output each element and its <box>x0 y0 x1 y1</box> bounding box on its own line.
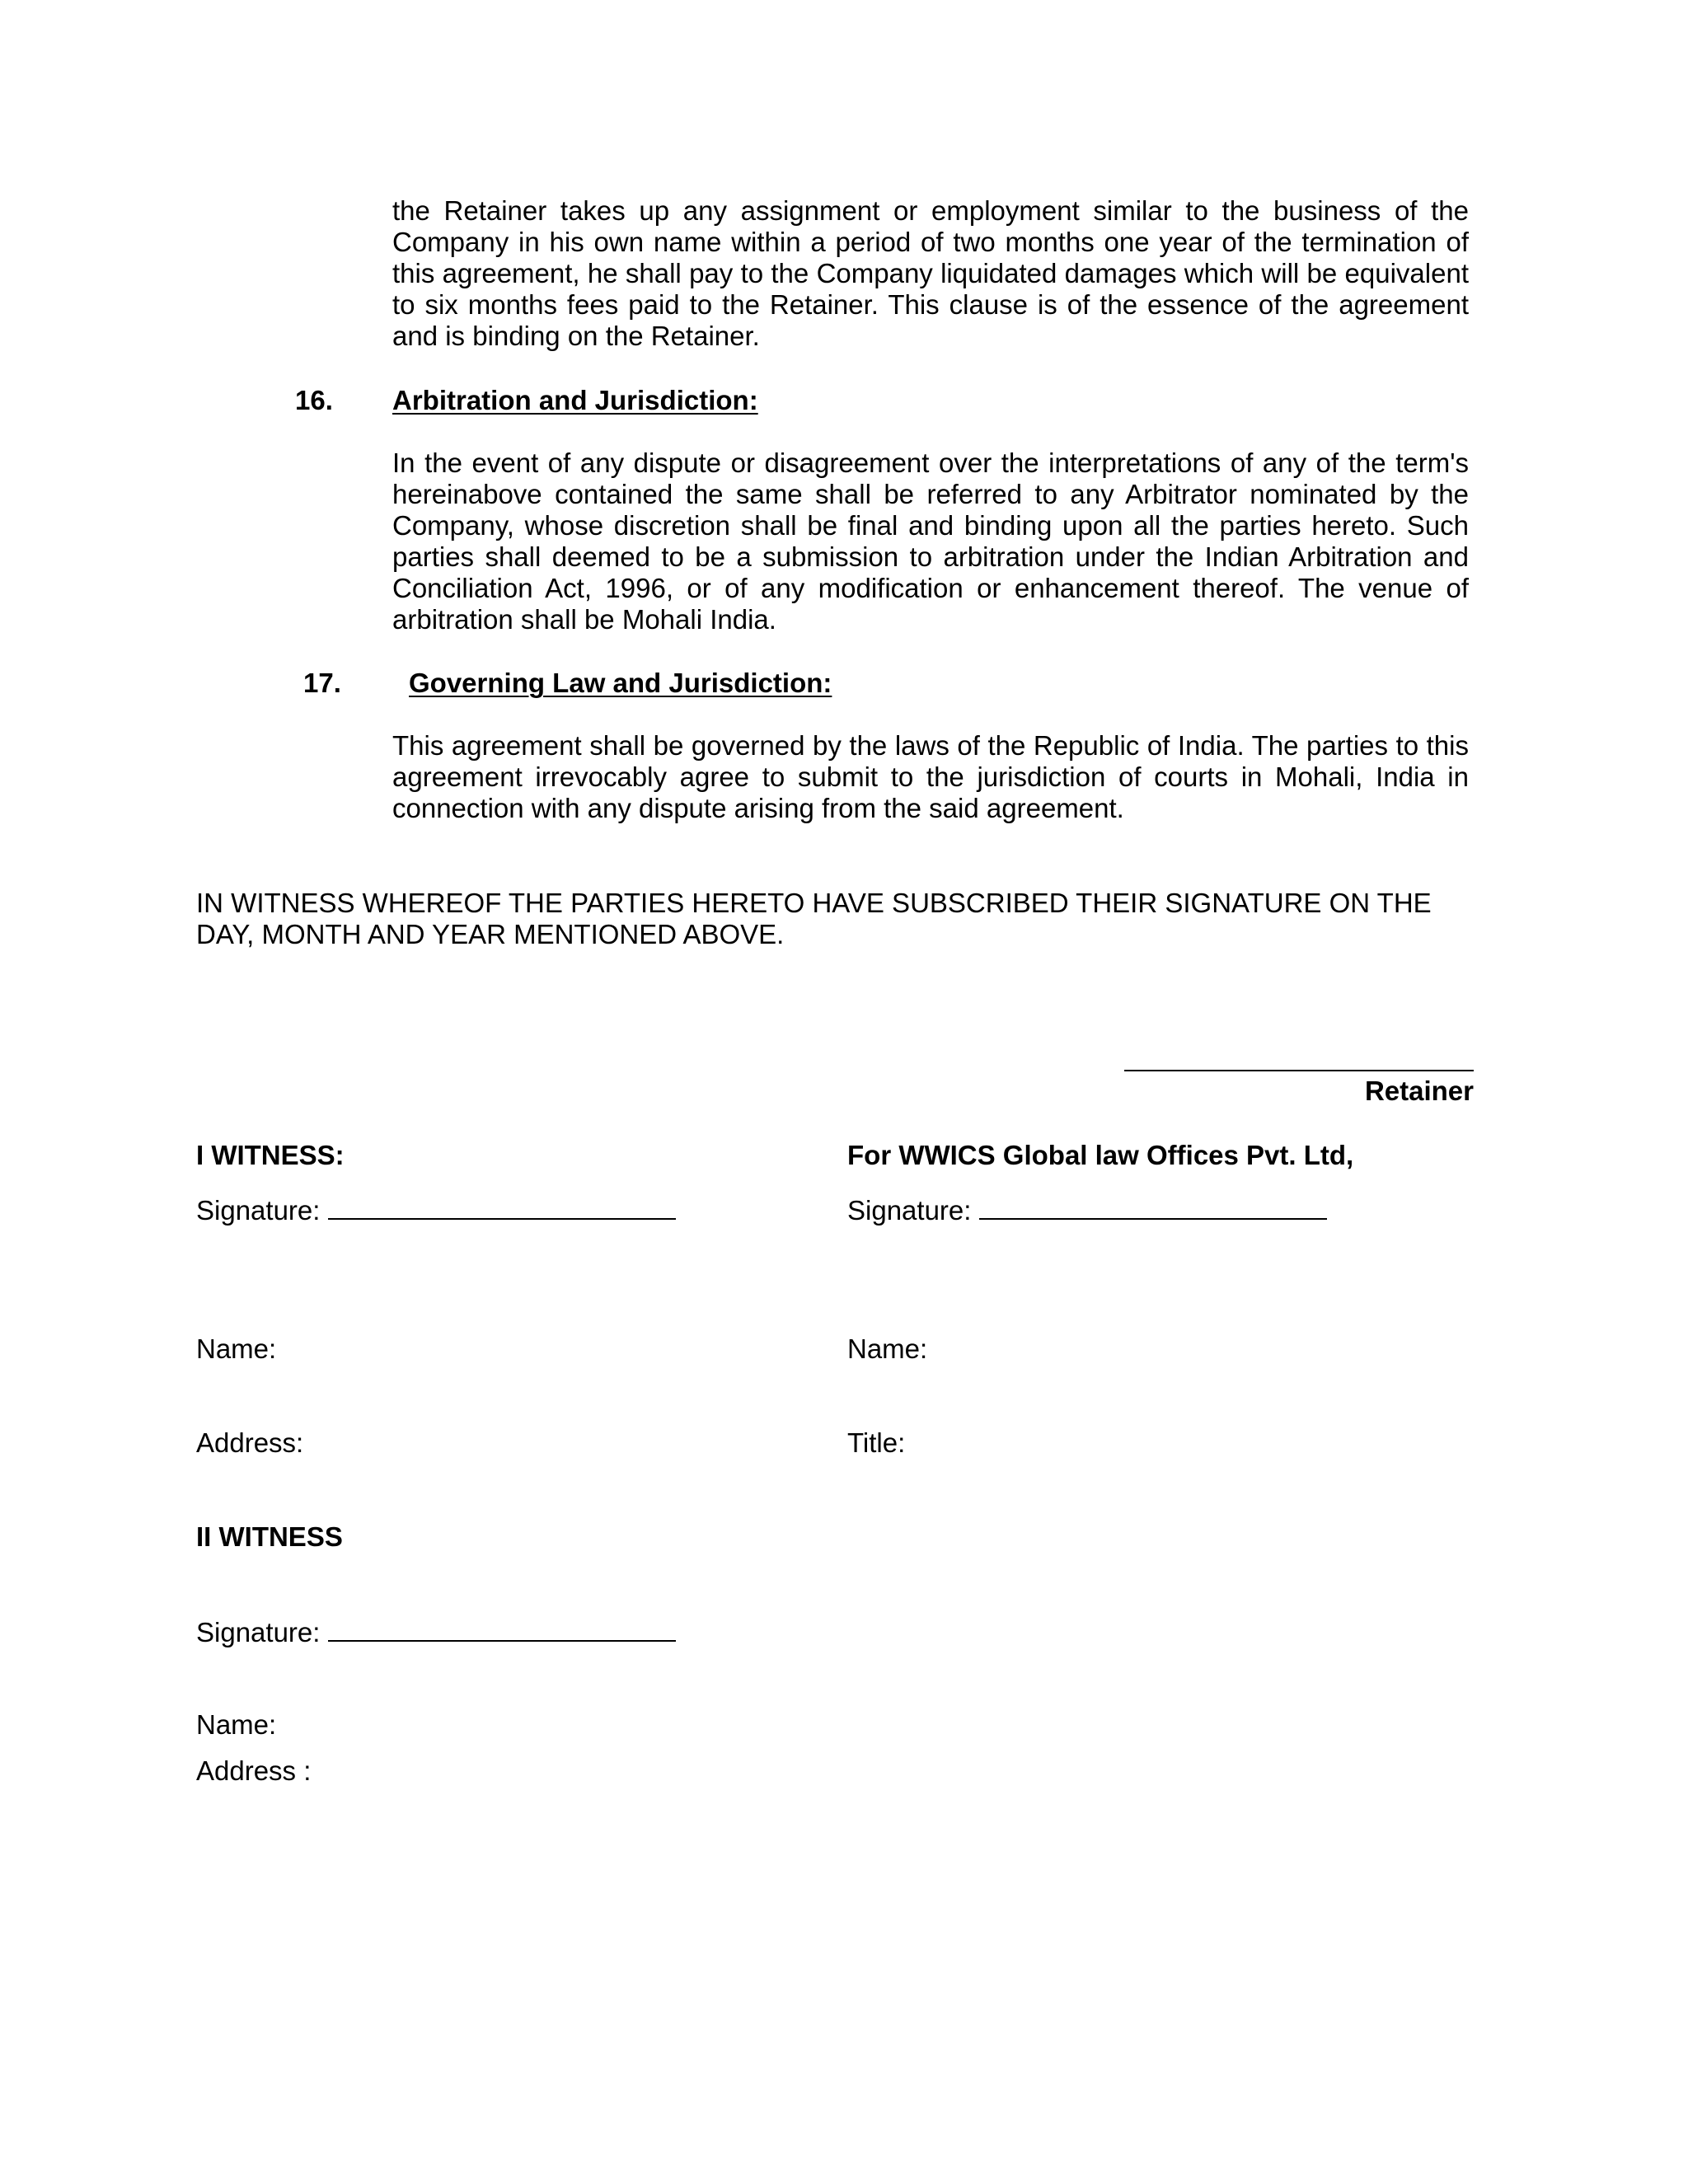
witness-2-name-label: Name: <box>196 1709 277 1740</box>
witness-2-signature-label: Signature: <box>196 1617 321 1647</box>
witness-1-heading: I WITNESS: <box>196 1140 345 1170</box>
clause-16-heading: Arbitration and Jurisdiction: <box>392 385 758 415</box>
company-signature-label: Signature: <box>847 1195 972 1226</box>
retainer-signature-line <box>1124 1070 1474 1071</box>
witness-1-address-label: Address: <box>196 1427 304 1458</box>
witness-1-signature-label: Signature: <box>196 1195 321 1226</box>
in-witness-statement: IN WITNESS WHEREOF THE PARTIES HERETO HAVE SUBSCRIBED THEIR SIGNATURE ON THE DAY, MONTH AND YEAR MENTIONED ABOVE. <box>196 888 1432 949</box>
clause-15-continuation: the Retainer takes up any assignment or employment similar to the business of the Company in his own name within a period of two months one year of the termination of this agreement, he shall pay to the Company liquidated damages which will be equivalent to six months fees paid to the Retainer. This clause is of the essence of the agreement and is binding on the Retainer. <box>392 195 1469 351</box>
clause-17-number: 17. <box>303 668 341 698</box>
retainer-label: Retainer <box>1364 1076 1474 1106</box>
company-name-label: Name: <box>847 1333 928 1364</box>
witness-2-address-label: Address : <box>196 1755 312 1786</box>
witness-2-signature-row <box>196 1615 676 1648</box>
witness-1-name-label: Name: <box>196 1333 277 1364</box>
witness-2-heading: II WITNESS <box>196 1521 343 1552</box>
company-heading: For WWICS Global law Offices Pvt. Ltd, <box>847 1140 1354 1170</box>
company-signature-line[interactable] <box>979 1193 1327 1220</box>
company-signature-row <box>847 1193 1327 1226</box>
clause-16-number: 16. <box>295 385 333 415</box>
company-title-label: Title: <box>847 1427 906 1458</box>
clause-17-body: This agreement shall be governed by the laws of the Republic of India. The parties to this agreement irrevocably agree to submit to the jurisdiction of courts in Mohali, India in connection with any dispute arising from the said agreement. <box>392 730 1469 823</box>
witness-2-signature-line[interactable] <box>328 1615 676 1642</box>
clause-17-heading: Governing Law and Jurisdiction: <box>409 668 832 698</box>
clause-16-body: In the event of any dispute or disagreement over the interpretations of any of the term's hereinabove contained the same shall be referred to any Arbitrator nominated by the Company, whose discretion shall be final and binding upon all the parties hereto. Such parties shall deemed to be a submission to arbitration under the Indian Arbitration and Conciliation Act, 1996, or of any modification or enhancement thereof. The venue of arbitration shall be Mohali India. <box>392 448 1469 635</box>
witness-1-signature-row <box>196 1193 676 1226</box>
witness-1-signature-line[interactable] <box>328 1193 676 1220</box>
